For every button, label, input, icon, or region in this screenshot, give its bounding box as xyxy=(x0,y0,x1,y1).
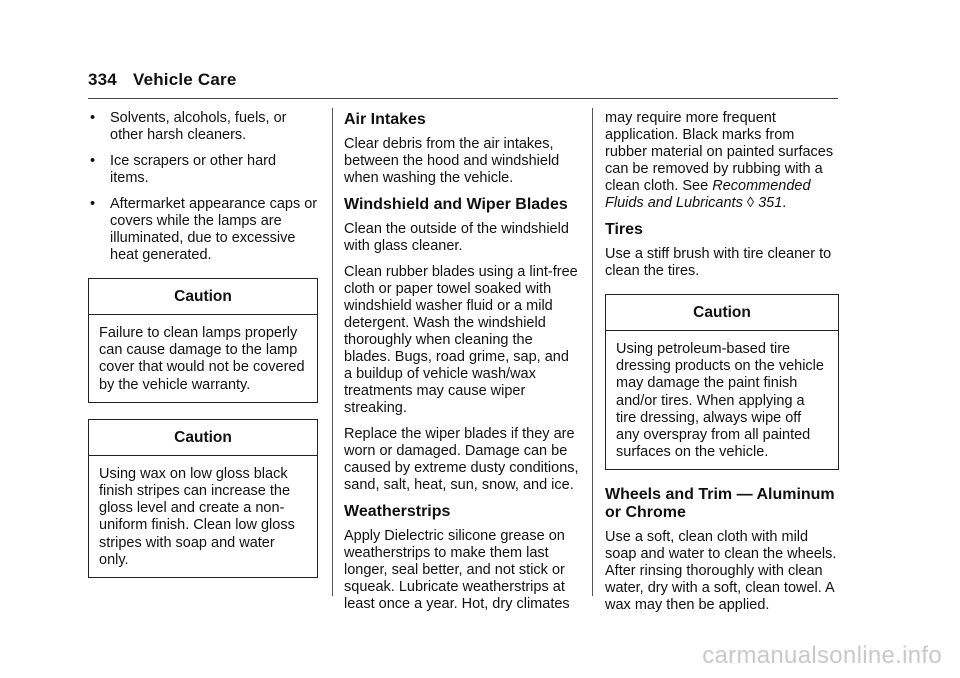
heading-windshield: Windshield and Wiper Blades xyxy=(344,196,568,213)
cross-reference-page[interactable]: 351 xyxy=(758,195,783,211)
column-3 xyxy=(605,110,839,623)
caution-title: Caution xyxy=(606,295,838,331)
heading-air-intakes: Air Intakes xyxy=(344,111,426,128)
caution-box-stripes xyxy=(88,419,318,578)
bullet-glyph: • xyxy=(90,153,96,169)
bullet-text: Ice scrapers or other hard items. xyxy=(110,153,277,186)
page-ref-arrow-icon: ◊ xyxy=(746,195,755,211)
continued-text: may require more frequent application. Black marks from rubber material on painted surfaces can be removed by rubbing with a clean cloth. See xyxy=(605,110,834,194)
list-item xyxy=(88,110,318,144)
column-2 xyxy=(344,110,580,622)
caution-title: Caution xyxy=(89,420,317,456)
caution-body: Failure to clean lamps properly can cause damage to the lamp cover that would not be covered by the vehicle warranty. xyxy=(99,325,305,393)
bullet-text: Solvents, alcohols, fuels, or other harsh cleaners. xyxy=(110,110,287,143)
heading-weatherstrips: Weatherstrips xyxy=(344,503,451,520)
ref-end: . xyxy=(782,195,787,211)
windshield-text-2: Clean rubber blades using a lint-free cloth or paper towel soaked with windshield washer fluid or a mild detergent. Wash the windshield thoroughly when cleaning the blades. Bugs, road grime, sap, and a buildup of vehicle wash/wax treatments may cause wiper streaking. xyxy=(344,264,578,416)
page-number: 334 xyxy=(88,70,117,89)
watermark: carmanualsonline.info xyxy=(702,642,942,669)
header-rule xyxy=(88,98,838,99)
tires-text: Use a stiff brush with tire cleaner to clean the tires. xyxy=(605,246,832,279)
wheels-text: Use a soft, clean cloth with mild soap and water to clean the wheels. After rinsing thoroughly with clean water, dry with a soft, clean towel. A wax may then be applied. xyxy=(605,529,837,614)
column-1 xyxy=(88,110,318,594)
caution-title: Caution xyxy=(89,279,317,315)
air-intakes-text: Clear debris from the air intakes, between the hood and windshield when washing the vehicle. xyxy=(344,136,560,186)
list-item xyxy=(88,196,318,264)
column-divider-1 xyxy=(332,108,333,596)
windshield-text-1: Clean the outside of the windshield with glass cleaner. xyxy=(344,221,569,254)
heading-wheels: Wheels and Trim — Aluminum or Chrome xyxy=(605,486,835,522)
caution-body: Using wax on low gloss black finish stripes can increase the gloss level and create a non-uniform finish. Clean low gloss stripes with soap and water only. xyxy=(99,465,295,568)
page-header xyxy=(88,70,237,90)
bullet-glyph: • xyxy=(90,196,96,212)
windshield-text-3: Replace the wiper blades if they are worn or damaged. Damage can be caused by extreme dusty conditions, sand, salt, heat, sun, snow, and ice. xyxy=(344,426,579,493)
heading-tires: Tires xyxy=(605,221,643,238)
caution-body: Using petroleum-based tire dressing products on the vehicle may damage the paint finish and/or tires. When applying a tire dressing, always wipe off any overspray from all painted surfaces on the vehicle. xyxy=(616,341,824,461)
bullet-text: Aftermarket appearance caps or covers while the lamps are illuminated, due to excessive heat generated. xyxy=(110,196,318,263)
column-divider-2 xyxy=(592,108,593,596)
weatherstrips-text: Apply Dielectric silicone grease on weatherstrips to make them last longer, seal better, and not stick or squeak. Lubricate weatherstrips at least once a year. Hot, dry climates xyxy=(344,528,570,612)
bullet-glyph: • xyxy=(90,110,96,126)
weatherstrips-continued xyxy=(605,110,839,212)
section-title: Vehicle Care xyxy=(132,70,237,89)
caution-box-tires xyxy=(605,294,839,470)
caution-box-lamps xyxy=(88,278,318,403)
cross-reference-link[interactable]: Recommended Fluids and Lubricants xyxy=(605,178,811,211)
list-item xyxy=(88,153,318,187)
